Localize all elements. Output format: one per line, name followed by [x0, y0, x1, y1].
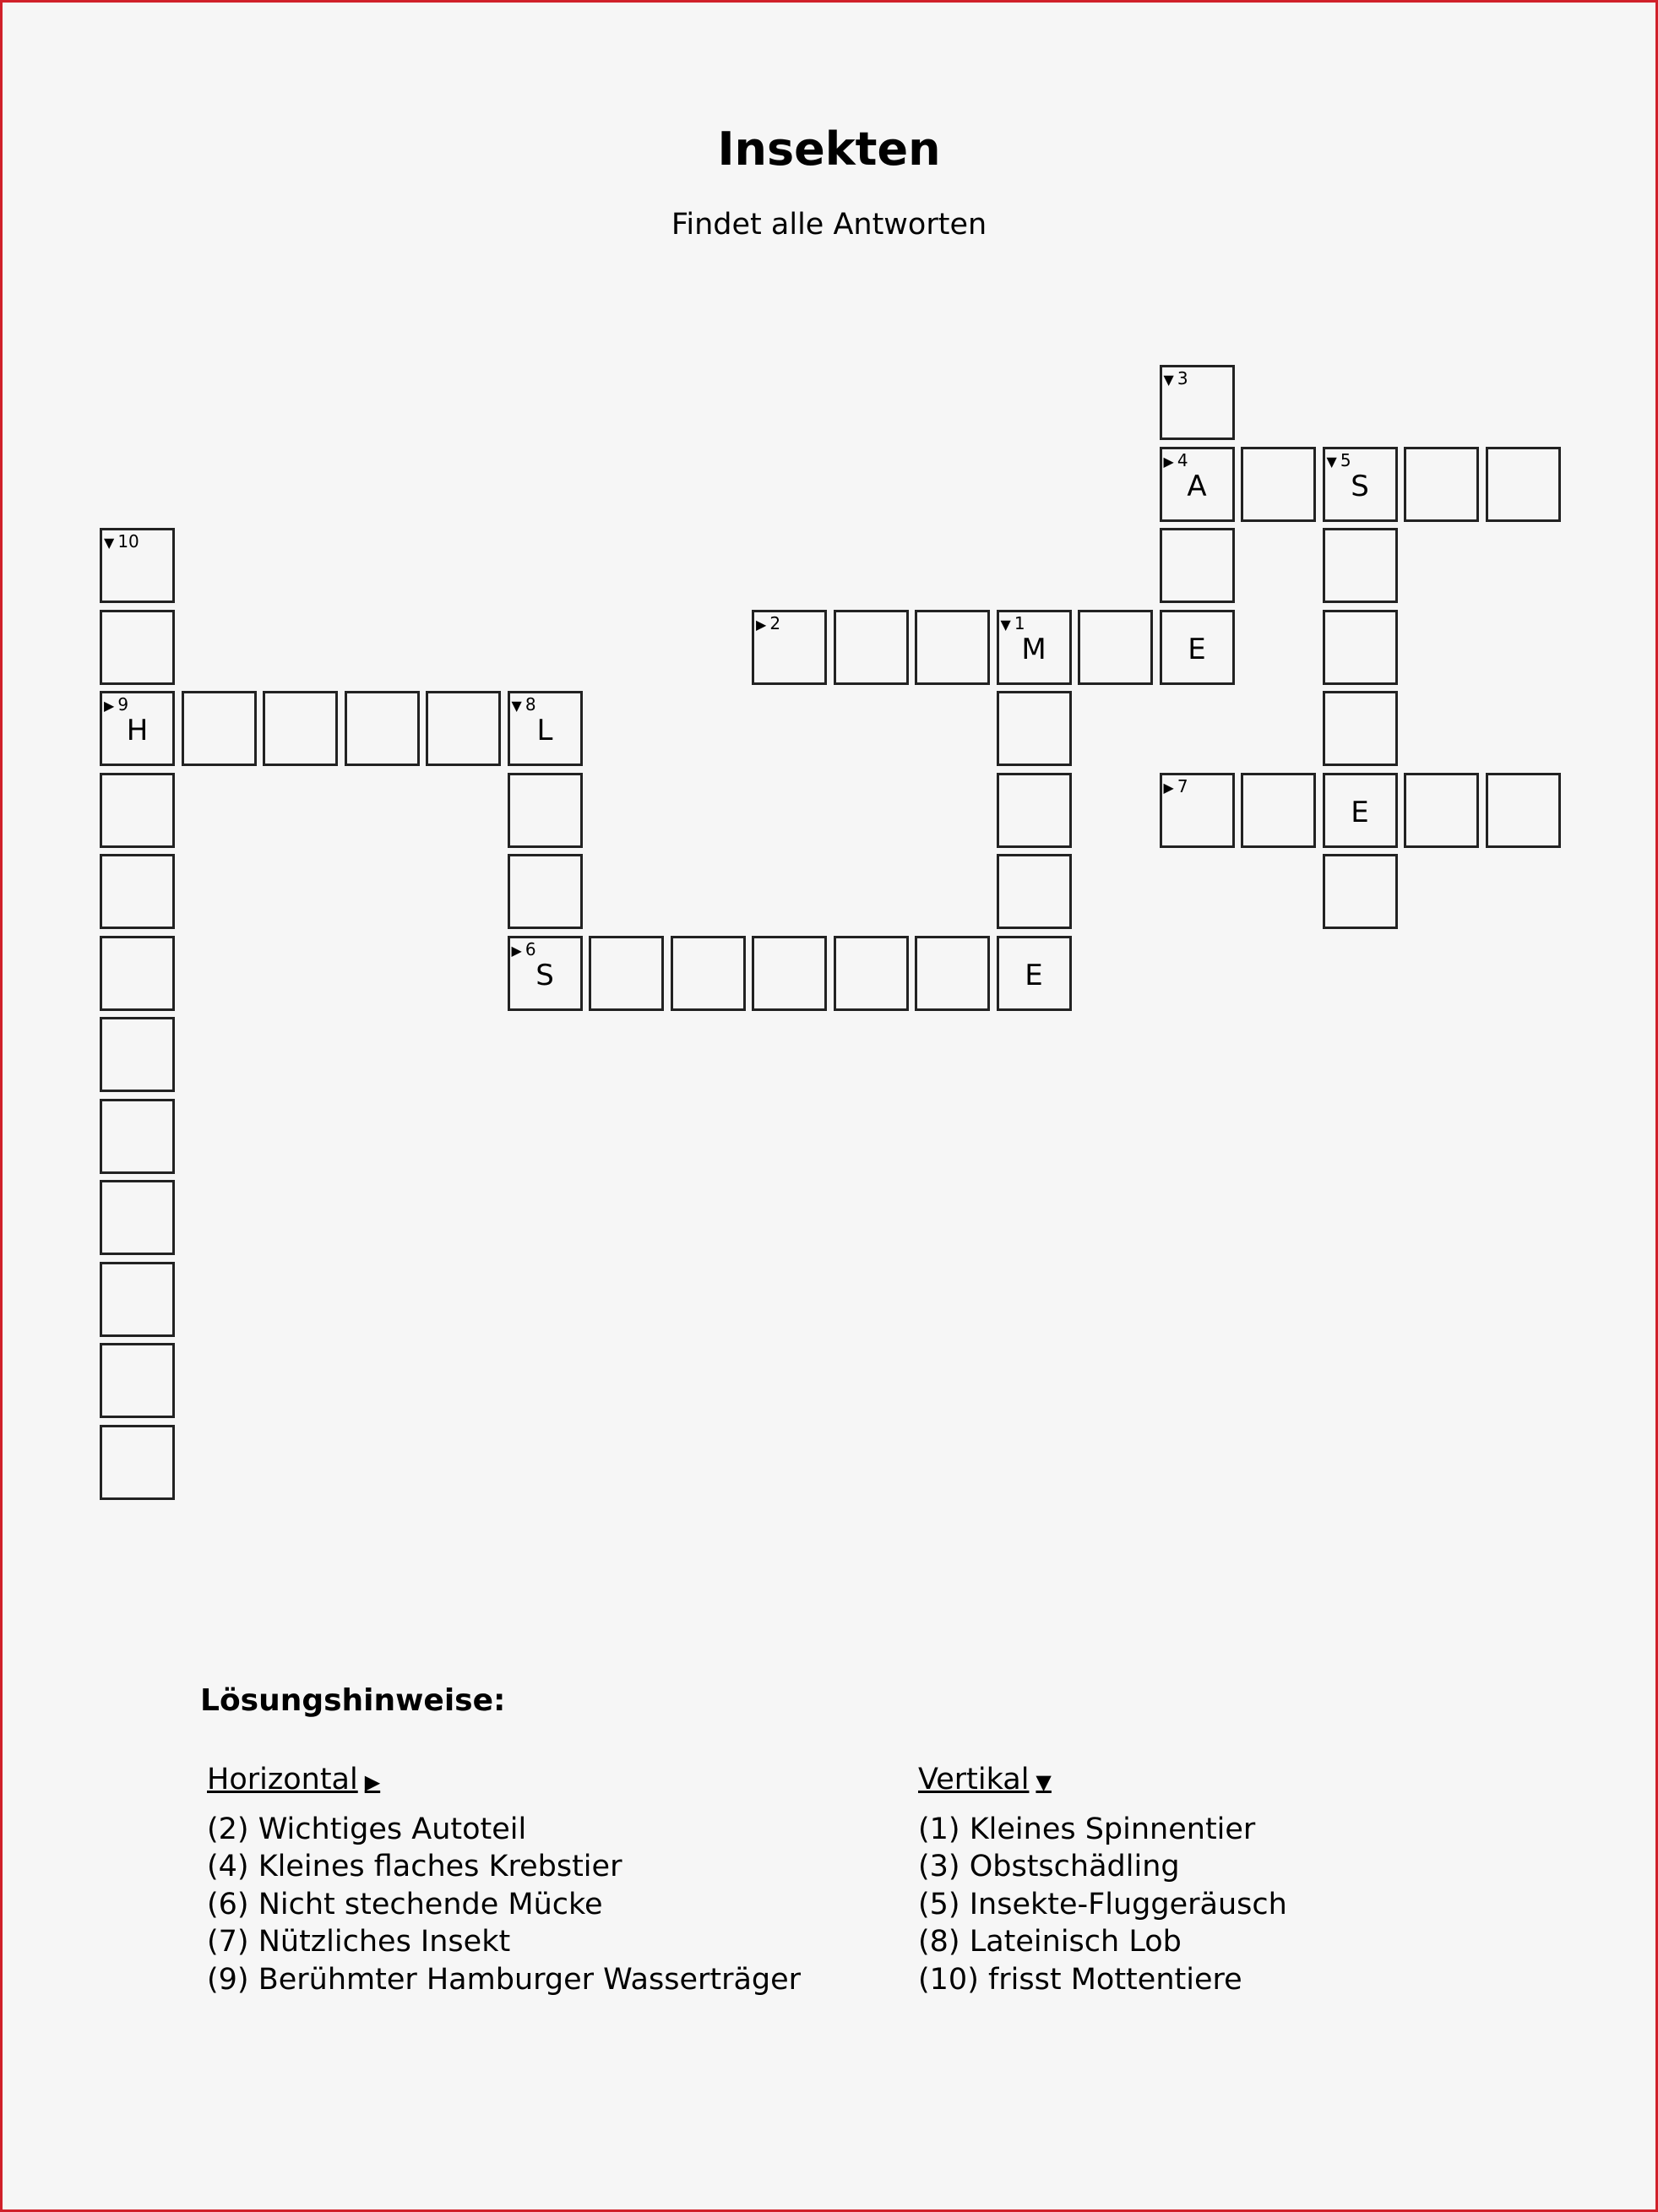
clue-number [1327, 451, 1351, 471]
clue-number-text: 4 [1177, 449, 1188, 470]
grid-cell[interactable] [508, 773, 583, 848]
clue-down-5: (5) Insekte-Fluggeräusch [918, 1887, 1287, 1921]
down-arrow-icon: ▼ [511, 698, 522, 714]
grid-cell[interactable] [997, 936, 1072, 1011]
grid-cell[interactable] [834, 610, 909, 685]
grid-cell[interactable] [1160, 447, 1235, 522]
grid-cell[interactable] [508, 936, 583, 1011]
grid-cell[interactable] [752, 936, 827, 1011]
clues-heading: Lösungshinweise: [200, 1683, 506, 1718]
clue-number [104, 532, 139, 552]
grid-cell[interactable] [1323, 610, 1398, 685]
cell-letter: E [1025, 958, 1043, 992]
grid-cell[interactable] [100, 1099, 175, 1174]
grid-cell[interactable] [1323, 854, 1398, 929]
grid-cell[interactable] [834, 936, 909, 1011]
grid-cell[interactable] [997, 854, 1072, 929]
grid-cell[interactable] [752, 610, 827, 685]
page-title: Insekten [717, 122, 941, 176]
clues-across-header [207, 1761, 801, 1802]
clue-across-2: (2) Wichtiges Autoteil [207, 1812, 527, 1846]
grid-cell[interactable] [182, 691, 257, 766]
down-arrow-icon: ▼ [1000, 616, 1011, 633]
clue-number [1164, 369, 1188, 389]
grid-cell[interactable] [345, 691, 420, 766]
clue-across-9: (9) Berühmter Hamburger Wasserträger [207, 1962, 802, 1997]
cell-letter: H [126, 714, 149, 747]
grid-cell[interactable] [997, 610, 1072, 685]
clue-number [512, 695, 536, 715]
grid-cell[interactable] [100, 1262, 175, 1337]
clue-number-text: 1 [1014, 612, 1025, 633]
clue-number [1001, 614, 1025, 634]
grid-cell[interactable] [100, 1017, 175, 1092]
page-subtitle: Findet alle Antworten [671, 208, 987, 242]
grid-cell[interactable] [1323, 447, 1398, 522]
cell-letter: A [1187, 469, 1207, 503]
clue-number [512, 940, 536, 960]
clue-number-text: 9 [117, 694, 129, 715]
grid-cell[interactable] [100, 1180, 175, 1255]
grid-cell[interactable] [1486, 773, 1561, 848]
grid-cell[interactable] [426, 691, 501, 766]
clue-across-7: (7) Nützliches Insekt [207, 1925, 511, 1959]
down-arrow-icon: ▼ [104, 535, 115, 551]
clues-down-header [918, 1761, 1287, 1802]
grid-cell[interactable] [1078, 610, 1153, 685]
clue-number [756, 614, 780, 634]
grid-cell[interactable] [1404, 447, 1479, 522]
grid-cell[interactable] [1241, 773, 1316, 848]
grid-cell[interactable] [1160, 773, 1235, 848]
clue-number-text: 8 [525, 694, 536, 715]
grid-cell[interactable] [1160, 365, 1235, 440]
clue-number [104, 695, 128, 715]
clue-down-3: (3) Obstschädling [918, 1850, 1180, 1883]
down-arrow-icon: ▼ [1163, 372, 1174, 388]
right-arrow-icon: ▶ [1163, 779, 1174, 796]
clue-down-8: (8) Lateinisch Lob [918, 1925, 1182, 1959]
right-arrow-icon: ▶ [104, 698, 115, 714]
clues-down [918, 1761, 1287, 1998]
grid-cell[interactable] [100, 854, 175, 929]
grid-cell[interactable] [263, 691, 338, 766]
grid-cell[interactable] [1486, 447, 1561, 522]
grid-cell[interactable] [100, 528, 175, 603]
grid-cell[interactable] [1404, 773, 1479, 848]
clue-number [1164, 451, 1188, 471]
down-arrow-icon: ▼ [1326, 453, 1337, 470]
grid-cell[interactable] [1323, 773, 1398, 848]
cell-letter: E [1188, 632, 1206, 666]
cell-letter: L [536, 714, 553, 747]
clue-number [1164, 777, 1188, 797]
clue-number-text: 10 [117, 531, 139, 552]
grid-cell[interactable] [1323, 528, 1398, 603]
clue-across-6: (6) Nicht stechende Mücke [207, 1887, 603, 1921]
cell-letter: M [1021, 632, 1046, 666]
grid-cell[interactable] [100, 1425, 175, 1500]
clues-down-label: Vertikal [918, 1763, 1030, 1796]
grid-cell[interactable] [997, 691, 1072, 766]
grid-cell[interactable] [1241, 447, 1316, 522]
grid-cell[interactable] [915, 936, 990, 1011]
clue-across-4: (4) Kleines flaches Krebstier [207, 1850, 622, 1883]
grid-cell[interactable] [100, 691, 175, 766]
grid-cell[interactable] [915, 610, 990, 685]
grid-cell[interactable] [508, 854, 583, 929]
grid-cell[interactable] [1160, 610, 1235, 685]
clue-number-text: 5 [1340, 449, 1351, 470]
grid-cell[interactable] [1323, 691, 1398, 766]
right-arrow-icon: ▶ [511, 942, 522, 959]
clues-across-label: Horizontal [207, 1763, 358, 1796]
cell-letter: S [535, 958, 554, 992]
grid-cell[interactable] [100, 773, 175, 848]
grid-cell[interactable] [508, 691, 583, 766]
clue-down-10: (10) frisst Mottentiere [918, 1962, 1242, 1997]
right-arrow-icon: ▶ [756, 616, 767, 633]
grid-cell[interactable] [100, 1343, 175, 1418]
down-arrow-icon: ▼ [1036, 1770, 1052, 1794]
clues-across [207, 1761, 801, 1998]
clue-number-text: 7 [1177, 775, 1188, 796]
grid-cell[interactable] [997, 773, 1072, 848]
clue-number-text: 6 [525, 938, 536, 959]
cell-letter: E [1351, 795, 1369, 829]
clue-number-text: 2 [769, 612, 781, 633]
grid-cell[interactable] [589, 936, 664, 1011]
grid-cell[interactable] [671, 936, 746, 1011]
right-arrow-icon: ▶ [1163, 453, 1174, 470]
right-arrow-icon: ▶ [364, 1770, 381, 1794]
clue-down-1: (1) Kleines Spinnentier [918, 1812, 1256, 1846]
cell-letter: S [1351, 469, 1369, 503]
grid-cell[interactable] [100, 610, 175, 685]
grid-cell[interactable] [100, 936, 175, 1011]
clue-number-text: 3 [1177, 368, 1188, 389]
grid-cell[interactable] [1160, 528, 1235, 603]
